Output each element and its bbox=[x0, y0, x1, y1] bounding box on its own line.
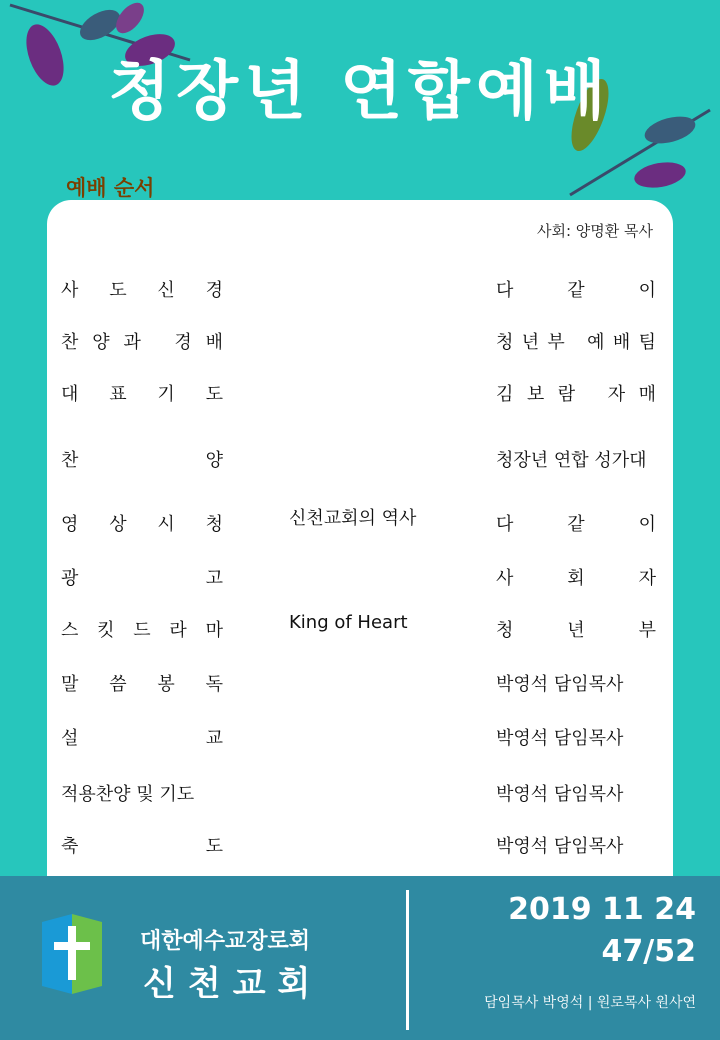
program-row bbox=[47, 780, 673, 810]
item-name bbox=[61, 380, 223, 406]
char: 사 bbox=[496, 568, 514, 589]
char: 마 bbox=[205, 620, 223, 641]
program-card bbox=[47, 200, 673, 876]
char: 회 bbox=[567, 568, 585, 589]
item-name bbox=[61, 510, 223, 536]
char: 킷 bbox=[97, 620, 115, 641]
char: 다 bbox=[496, 280, 514, 301]
char: 광 bbox=[61, 568, 79, 589]
item-name bbox=[61, 724, 223, 750]
item-name bbox=[61, 276, 223, 302]
item-name: 적용찬양 및 기도 bbox=[61, 784, 195, 805]
char: 도 bbox=[109, 280, 127, 301]
item-person bbox=[496, 328, 656, 354]
program-row bbox=[47, 328, 673, 358]
char: 경 bbox=[205, 280, 223, 301]
char: 봉 bbox=[157, 674, 175, 695]
char: 도 bbox=[205, 836, 223, 857]
program-row bbox=[47, 446, 673, 476]
char: 이 bbox=[638, 514, 656, 535]
char: 찬 bbox=[61, 332, 79, 353]
char: 씀 bbox=[109, 674, 127, 695]
char: 청 bbox=[205, 514, 223, 535]
char: 기 bbox=[157, 384, 175, 405]
char: 배 bbox=[205, 332, 223, 353]
char: 드 bbox=[133, 620, 151, 641]
char: 자 bbox=[638, 568, 656, 589]
char: 청 bbox=[496, 332, 514, 353]
char bbox=[573, 328, 579, 354]
item-person bbox=[496, 564, 656, 590]
program-row bbox=[47, 832, 673, 862]
footer bbox=[0, 876, 720, 1040]
item-detail: 신천교회의 역사 bbox=[289, 508, 417, 529]
char: 대 bbox=[61, 384, 79, 405]
item-person bbox=[496, 510, 656, 536]
item-person: 박영석 담임목사 bbox=[496, 674, 624, 695]
char: 년 bbox=[521, 332, 540, 353]
program-row bbox=[47, 510, 673, 540]
char: 교 bbox=[205, 728, 223, 749]
char: 같 bbox=[567, 280, 585, 301]
char: 청 bbox=[496, 620, 514, 641]
char: 고 bbox=[205, 568, 223, 589]
item-name bbox=[61, 446, 223, 472]
char: 부 bbox=[638, 620, 656, 641]
moderator-label: 사회: 양명환 목사 bbox=[536, 222, 653, 240]
char: 축 bbox=[61, 836, 79, 857]
char: 다 bbox=[496, 514, 514, 535]
item-person bbox=[496, 380, 656, 406]
date-label: 2019 11 24 bbox=[508, 892, 696, 927]
char: 라 bbox=[169, 620, 187, 641]
program-row bbox=[47, 670, 673, 700]
char: 팀 bbox=[638, 332, 656, 353]
item-name bbox=[61, 832, 223, 858]
denomination-label: 대한예수교장로회 bbox=[140, 929, 311, 954]
char: 과 bbox=[123, 332, 141, 353]
program-row bbox=[47, 276, 673, 306]
char: 표 bbox=[109, 384, 127, 405]
item-detail: King of Heart bbox=[289, 612, 408, 633]
char: 독 bbox=[205, 674, 223, 695]
item-name bbox=[61, 670, 223, 696]
char: 같 bbox=[567, 514, 585, 535]
item-person: 박영석 담임목사 bbox=[496, 784, 624, 805]
char: 사 bbox=[61, 280, 79, 301]
program-row bbox=[47, 380, 673, 410]
char: 말 bbox=[61, 674, 79, 695]
char: 경 bbox=[174, 332, 192, 353]
char bbox=[155, 328, 161, 354]
char: 김 bbox=[496, 384, 514, 405]
char: 양 bbox=[205, 450, 223, 471]
section-label: 예배 순서 bbox=[66, 176, 155, 200]
church-cross-logo-icon bbox=[42, 914, 102, 994]
char: 보 bbox=[526, 384, 545, 405]
char: 양 bbox=[92, 332, 110, 353]
char: 자 bbox=[607, 384, 626, 405]
item-person: 박영석 담임목사 bbox=[496, 836, 624, 857]
divider bbox=[406, 890, 409, 1030]
issue-number: 47/52 bbox=[601, 934, 696, 969]
page-title: 청장년 연합예배 bbox=[108, 55, 612, 129]
pastors-label: 담임목사 박영석 | 원로목사 원사연 bbox=[484, 995, 696, 1011]
char: 년 bbox=[567, 620, 585, 641]
item-person: 청장년 연합 성가대 bbox=[496, 450, 647, 471]
char: 찬 bbox=[61, 450, 79, 471]
item-person bbox=[496, 616, 656, 642]
char: 예 bbox=[587, 332, 605, 353]
char: 설 bbox=[61, 728, 79, 749]
char: 신 bbox=[157, 280, 175, 301]
program-row bbox=[47, 564, 673, 594]
program-row bbox=[47, 724, 673, 754]
char: 영 bbox=[61, 514, 79, 535]
char: 이 bbox=[638, 280, 656, 301]
char: 스 bbox=[61, 620, 79, 641]
char: 도 bbox=[205, 384, 223, 405]
char: 배 bbox=[612, 332, 631, 353]
church-name: 신천교회 bbox=[143, 964, 323, 1004]
char bbox=[589, 380, 595, 406]
item-person bbox=[496, 276, 656, 302]
item-person: 박영석 담임목사 bbox=[496, 728, 624, 749]
char: 람 bbox=[557, 384, 576, 405]
program-row bbox=[47, 612, 673, 646]
item-name bbox=[61, 564, 223, 590]
item-name bbox=[61, 616, 223, 642]
char: 매 bbox=[638, 384, 656, 405]
item-name bbox=[61, 328, 223, 354]
char: 부 bbox=[547, 332, 565, 353]
char: 상 bbox=[109, 514, 127, 535]
char: 시 bbox=[157, 514, 175, 535]
